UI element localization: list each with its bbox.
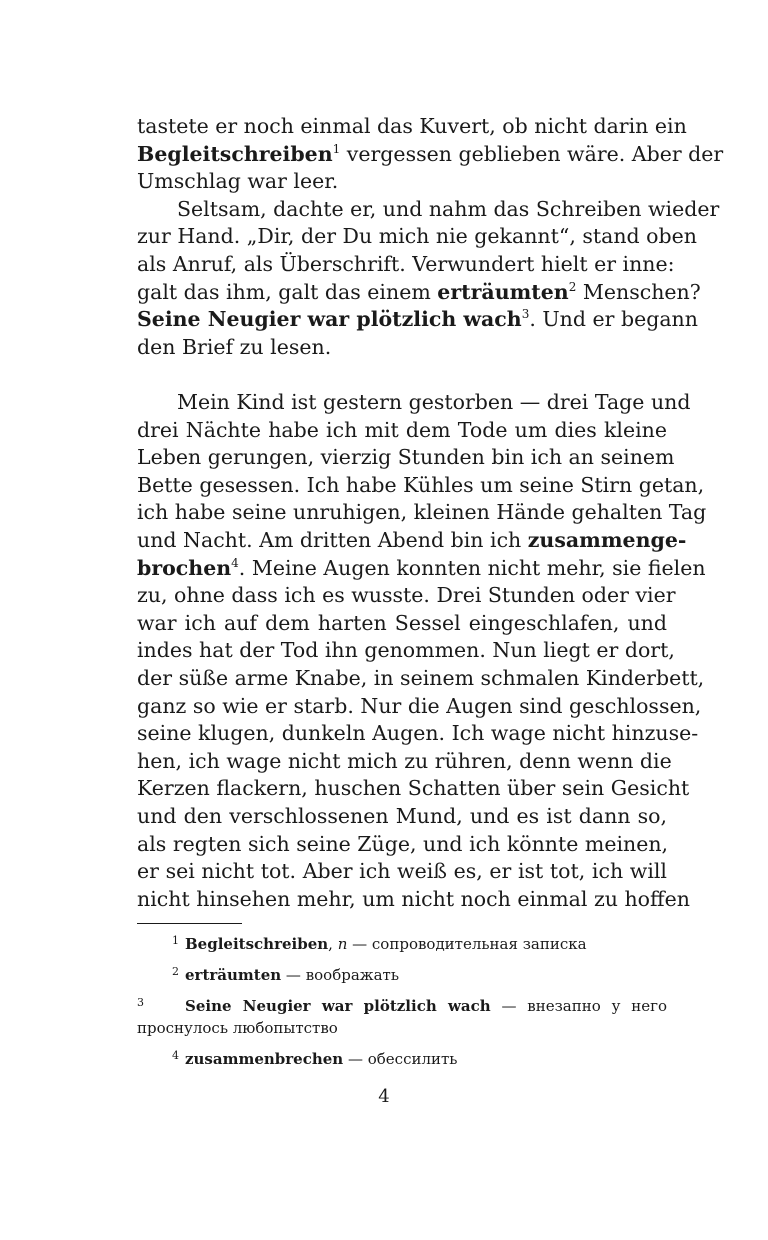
glossed-term: erträumten [437, 279, 569, 304]
footnote-term: zusammenbrechen [185, 1050, 344, 1068]
line-text: Seltsam, dachte er, und nahm das Schreiben wieder [177, 196, 720, 221]
text-line [137, 858, 667, 886]
line-text: Bette gesessen. Ich habe Kühles um seine Stirn getan, [137, 472, 705, 497]
line-text: Leben gerungen, vierzig Stunden bin ich an seinem [137, 445, 675, 470]
line-text: als regten sich seine Züge, und ich könnte meinen, [137, 831, 669, 856]
line-text: . Meine Augen konnten nicht mehr, sie fielen [238, 555, 706, 580]
text-line [137, 444, 675, 472]
text-line [137, 665, 705, 693]
text-line [137, 775, 690, 803]
footnote-number: 3 [137, 996, 144, 1009]
footnote-item [137, 1045, 667, 1070]
footnote-definition: — обессилить [343, 1050, 458, 1068]
line-text: Umschlag war leer. [137, 169, 339, 194]
footnote-term: erträumten [185, 966, 282, 984]
text-line [137, 693, 702, 721]
footnote-definition: — воображать [281, 966, 399, 984]
text-line [137, 527, 687, 555]
glossed-term: brochen [137, 555, 232, 580]
line-text: und den verschlossenen Mund, und es ist dann so, [137, 803, 667, 828]
line-text: zur Hand. „Dir, der Du mich nie gekannt“, stand oben [137, 224, 697, 249]
footnote-ref: 1 [332, 141, 341, 156]
text-line [137, 168, 667, 196]
line-text: war ich auf dem harten Sessel eingeschlafen, und [137, 610, 667, 635]
footnote-item [137, 961, 667, 986]
line-text: Menschen? [576, 279, 701, 304]
line-text: galt das ihm, galt das einem [137, 279, 438, 304]
footnote-continuation: проснулось любопытство [137, 1019, 338, 1037]
text-line [137, 555, 706, 583]
text-line [137, 417, 667, 445]
footnote-ref: 4 [231, 555, 239, 570]
line-text: zu, ohne dass ich es wusste. Drei Stunden oder vier [137, 583, 676, 608]
glossed-term: Seine Neugier war plötzlich wach [137, 307, 522, 332]
footnote-definition: — сопроводительная записка [347, 935, 587, 953]
text-line [137, 334, 667, 362]
line-text: ich habe seine unruhigen, kleinen Hände gehalten Tag [137, 500, 707, 525]
line-text: seine klugen, dunkeln Augen. Ich wage nicht hinzuse- [137, 721, 699, 746]
text-line [137, 748, 672, 776]
glossed-term: zusammenge- [527, 527, 687, 552]
line-text: Kerzen flackern, huschen Schatten über sein Gesicht [137, 776, 690, 801]
footnote-definition: — внезапно у него [490, 997, 667, 1015]
line-text: tastete er noch einmal das Kuvert, ob nicht darin ein [137, 114, 687, 138]
footnote-term: Seine Neugier war plötzlich wach [185, 997, 491, 1015]
line-text: hen, ich wage nicht mich zu rühren, denn wenn die [137, 748, 672, 773]
footnote-term: Begleitschreiben [185, 935, 329, 953]
text-line [137, 637, 675, 665]
footnotes [137, 930, 667, 1076]
text-line [137, 141, 724, 169]
footnote-item [137, 992, 667, 1039]
footnote-number: 4 [172, 1049, 179, 1062]
footnote-divider [137, 923, 242, 924]
text-line [137, 610, 667, 638]
page-number: 4 [378, 1086, 390, 1107]
text-line [137, 306, 698, 334]
line-text: drei Nächte habe ich mit dem Tode um dies kleine [137, 417, 667, 442]
text-line [137, 472, 705, 500]
footnote-item [137, 930, 667, 955]
line-text: und Nacht. Am dritten Abend bin ich [137, 527, 528, 552]
text-line [137, 499, 707, 527]
letter-paragraph [137, 389, 707, 913]
line-text: den Brief zu lesen. [137, 334, 332, 359]
footnote-ref: 2 [568, 279, 577, 294]
line-text: er sei nicht tot. Aber ich weiß es, er ist tot, ich will [137, 859, 667, 884]
text-line [137, 720, 699, 748]
text-line [137, 279, 701, 307]
narrative-paragraphs [137, 113, 724, 361]
glossed-term: Begleitschreiben [137, 141, 333, 166]
line-text: ganz so wie er starb. Nur die Augen sind geschlossen, [137, 693, 702, 718]
footnote-number: 1 [172, 934, 179, 947]
text-line [137, 196, 720, 224]
footnote-ref: 3 [521, 307, 530, 322]
line-text: indes hat der Tod ihn genommen. Nun liegt er dort, [137, 638, 675, 663]
line-text: vergessen geblieben wäre. Aber der [340, 141, 724, 166]
footnote-separator: , [328, 935, 338, 953]
text-line [137, 113, 687, 141]
line-text: der süße arme Knabe, in seinem schmalen Kinderbett, [137, 665, 705, 690]
text-line [137, 251, 675, 279]
footnote-number: 2 [172, 965, 179, 978]
text-line [137, 223, 697, 251]
line-text: nicht hinsehen mehr, um nicht noch einmal zu hoffen [137, 886, 690, 911]
text-line [137, 803, 667, 831]
text-line [137, 389, 691, 417]
text-line [137, 831, 667, 859]
text-line [137, 582, 676, 610]
footnote-grammar: n [337, 935, 348, 953]
line-text: als Anruf, als Überschrift. Verwundert hielt er inne: [137, 251, 675, 276]
text-line [137, 886, 690, 914]
line-text: . Und er begann [529, 307, 698, 332]
line-text: Mein Kind ist gestern gestorben — drei Tage und [177, 390, 691, 414]
